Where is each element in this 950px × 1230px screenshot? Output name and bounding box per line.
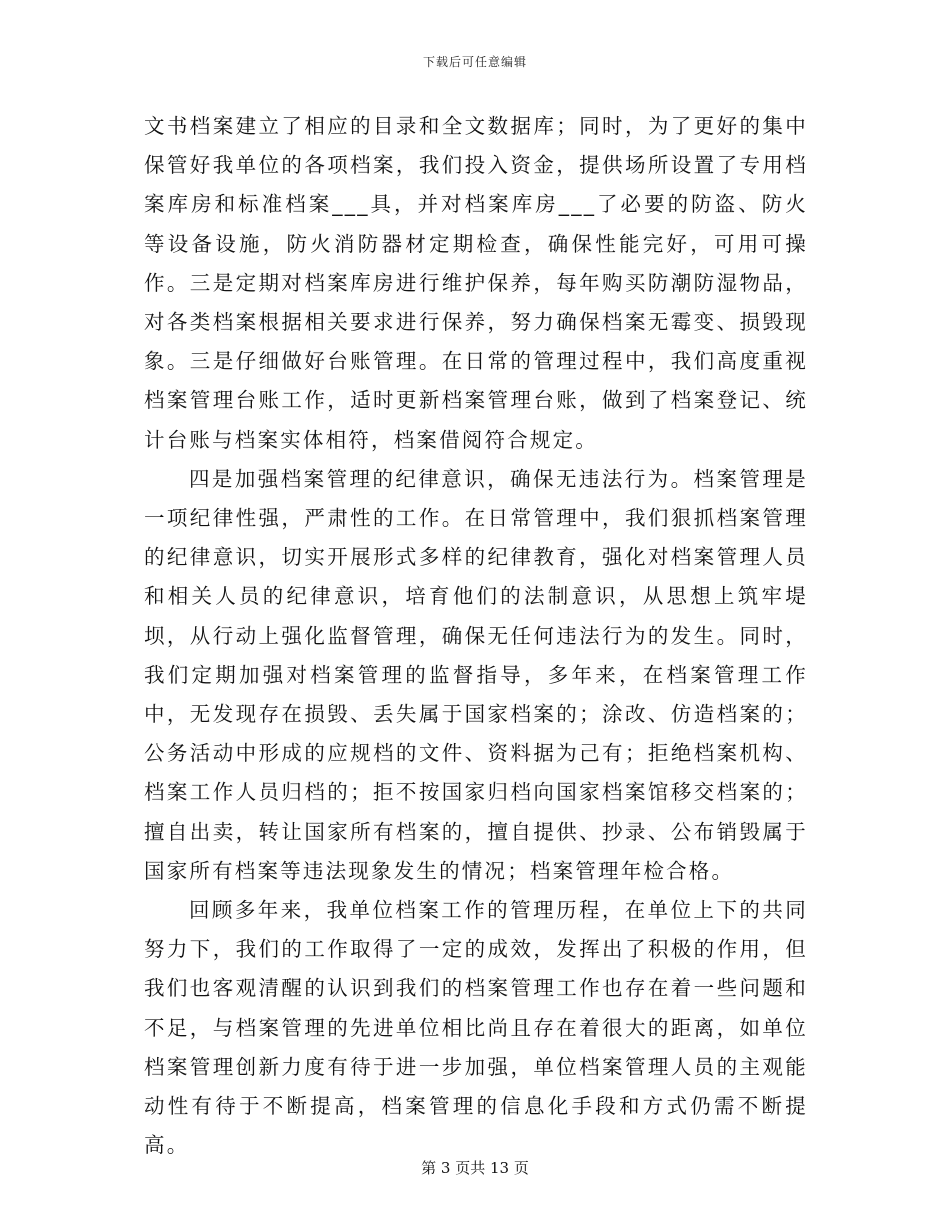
page-number-footer: 第 3 页共 13 页 (421, 1159, 529, 1177)
page-header: 下载后可任意编辑 (422, 55, 527, 69)
paragraph-discipline: 四是加强档案管理的纪律意识，确保无违法行为。档案管理是一项纪律性强，严肃性的工作。在日常管理中，我们狠抓档案管理的纪律意识，切实开展形式多样的纪律教育，强化对档案管理人员和相关人员的纪律意识，培育他们的法制意识，从思想上筑牢堤坝，从行动上强化监督管理，确保无任何违法行为的发生。同时，我们定期加强对档案管理的监督指导，多年来，在档案管理工作中，无发现存在损毁、丢失属于国家档案的；涂改、仿造档案的；公务活动中形成的应规档的文件、资料据为己有；拒绝档案机构、档案工作人员归档的；拒不按国家归档向国家档案馆移交档案的；擅自出卖，转让国家所有档案的，擅自提供、抄录、公布销毁属于国家所有档案等违法现象发生的情况；档案管理年检合格。 (144, 466, 808, 883)
document-body (144, 107, 808, 1165)
paragraph-continuation: 文书档案建立了相应的目录和全文数据库；同时，为了更好的集中保管好我单位的各项档案，我们投入资金，提供场所设置了专用档案库房和标准档案___具，并对档案库房___了必要的防盗、防火等设备设施，防火消防器材定期检查，确保性能完好，可用可操作。三是定期对档案库房进行维护保养，每年购买防潮防湿物品，对各类档案根据相关要求进行保养，努力确保档案无霉变、损毁现象。三是仔细做好台账管理。在日常的管理过程中，我们高度重视档案管理台账工作，适时更新档案管理台账，做到了档案登记、统计台账与档案实体相符，档案借阅符合规定。 (144, 114, 808, 452)
paragraph-review: 回顾多年来，我单位档案工作的管理历程，在单位上下的共同努力下，我们的工作取得了一定的成效，发挥出了积极的作用，但我们也客观清醒的认识到我们的档案管理工作也存在着一些问题和不足，与档案管理的先进单位相比尚且存在着很大的距离，如单位档案管理创新力度有待于进一步加强，单位档案管理人员的主观能动性有待于不断提高，档案管理的信息化手段和方式仍需不断提高。 (144, 898, 808, 1158)
